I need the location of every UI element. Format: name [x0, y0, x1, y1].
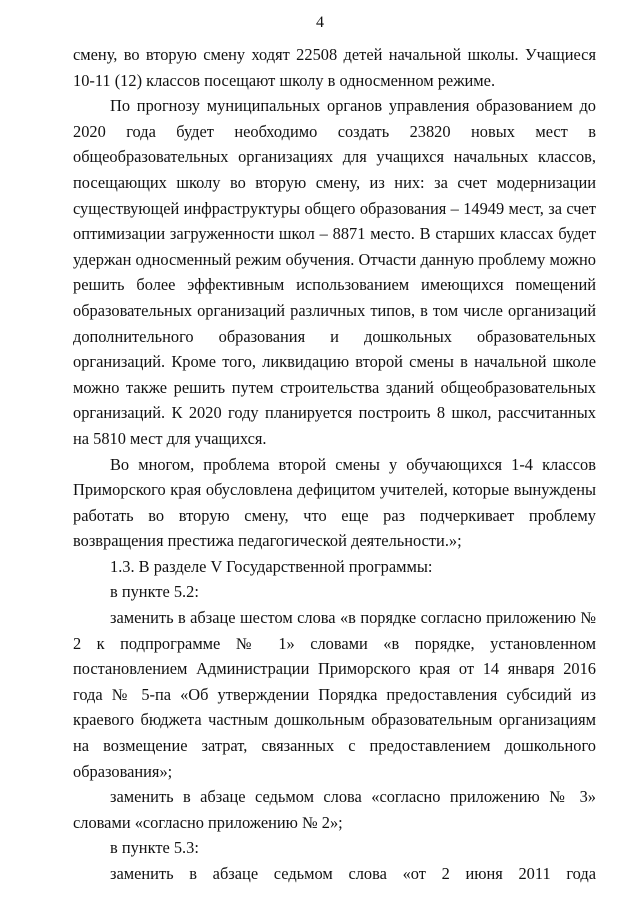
paragraph-continuation: смену, во вторую смену ходят 22508 детей начальной школы. Учащиеся 10-11 (12) классов посещают школу в односменном режиме. [73, 45, 596, 90]
paragraph-replace-seventh-date: заменить в абзаце седьмом слова «от 2 июня 2011 года [110, 864, 596, 883]
document-body [73, 42, 596, 887]
paragraph-replace-sixth: заменить в абзаце шестом слова «в порядке согласно приложению № 2 к подпрограмме № 1» словами «в порядке, установленном постановлением Администрации Приморского края от 14 января 2016 года № 5-па «Об утверждении Порядка предоставления субсидий из краевого бюджета частным дошкольным образовательным организациям на возмещение затрат, связанных с предоставлением дошкольного образования»; [73, 608, 596, 781]
paragraph-point-5-3: в пункте 5.3: [110, 838, 199, 858]
paragraph-teacher-deficit: Во многом, проблема второй смены у обучающихся 1-4 классов Приморского края обусловлена дефицитом учителей, которые вынуждены работать во вторую смену, что еще раз подчеркивает проблему возвращения престижа педагогической деятельности.»; [73, 454, 596, 551]
paragraph-replace-seventh: заменить в абзаце седьмом слова «согласно приложению № 3» словами «согласно приложению № 2»; [73, 787, 596, 832]
page-number: 4 [316, 14, 324, 31]
paragraph-forecast: По прогнозу муниципальных органов управления образованием до 2020 года будет необходимо создать 23820 новых мест в общеобразовательных организациях для учащихся начальных классов, посещающих школу во вторую смену, из них: за счет модернизации существующей инфраструктуры общего образования – 14949 мест, за счет оптимизации загруженности школ – 8871 место. В старших классах будет удержан односменный режим обучения. Отчасти данную проблему можно решить более эффективным использованием имеющихся помещений образовательных организаций различных типов, в том числе организаций дополнительного образования и дошкольных образовательных организаций. Кроме того, ликвидацию второй смены в начальной школе можно также решить путем строительства зданий общеобразовательных организаций. К 2020 году планируется построить 8 школ, рассчитанных на 5810 мест для учащихся. [73, 96, 596, 448]
paragraph-point-5-2: в пункте 5.2: [110, 582, 199, 602]
paragraph-section-amendment: 1.3. В разделе V Государственной программы: [110, 556, 433, 576]
